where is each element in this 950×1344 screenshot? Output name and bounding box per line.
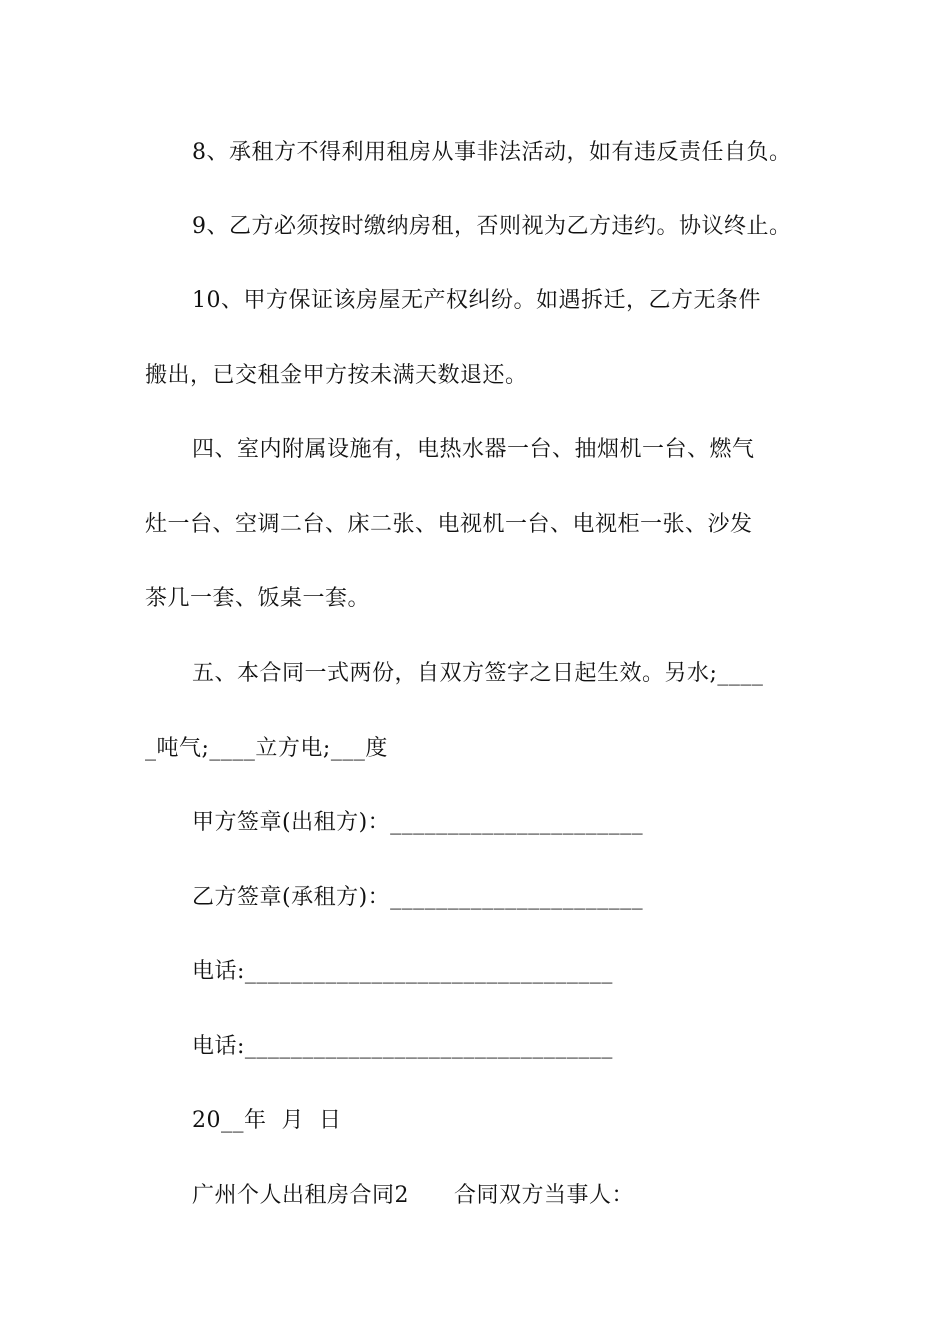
- section-5-line-1: 五、本合同一式两份，自双方签字之日起生效。另水;____: [192, 661, 764, 686]
- clause-10-line-1: 10、甲方保证该房屋无产权纠纷。如遇拆迁，乙方无条件: [192, 288, 761, 313]
- section-4-line-2: 灶一台、空调二台、床二张、电视机一台、电视柜一张、沙发: [145, 512, 753, 537]
- clause-8: 8、承租方不得利用租房从事非法活动，如有违反责任自负。: [192, 140, 792, 165]
- phone-line-1: 电话:________________________________: [192, 959, 613, 984]
- phone-line-2: 电话:________________________________: [192, 1034, 613, 1059]
- section-5-line-2: _吨气;____立方电;___度: [145, 736, 388, 761]
- party-a-signature: 甲方签章(出租方)：______________________: [192, 810, 644, 835]
- party-b-signature: 乙方签章(承租方)：______________________: [192, 885, 644, 910]
- section-4-line-1: 四、室内附属设施有，电热水器一台、抽烟机一台、燃气: [192, 437, 755, 462]
- clause-10-line-2: 搬出，已交租金甲方按未满天数退还。: [145, 363, 528, 388]
- clause-9: 9、乙方必须按时缴纳房租，否则视为乙方违约。协议终止。: [192, 214, 792, 239]
- date-line: 20__年 月 日: [192, 1108, 342, 1133]
- section-4-line-3: 茶几一套、饭桌一套。: [145, 586, 371, 611]
- contract-2-heading: 广州个人出租房合同2 合同双方当事人：: [192, 1183, 634, 1208]
